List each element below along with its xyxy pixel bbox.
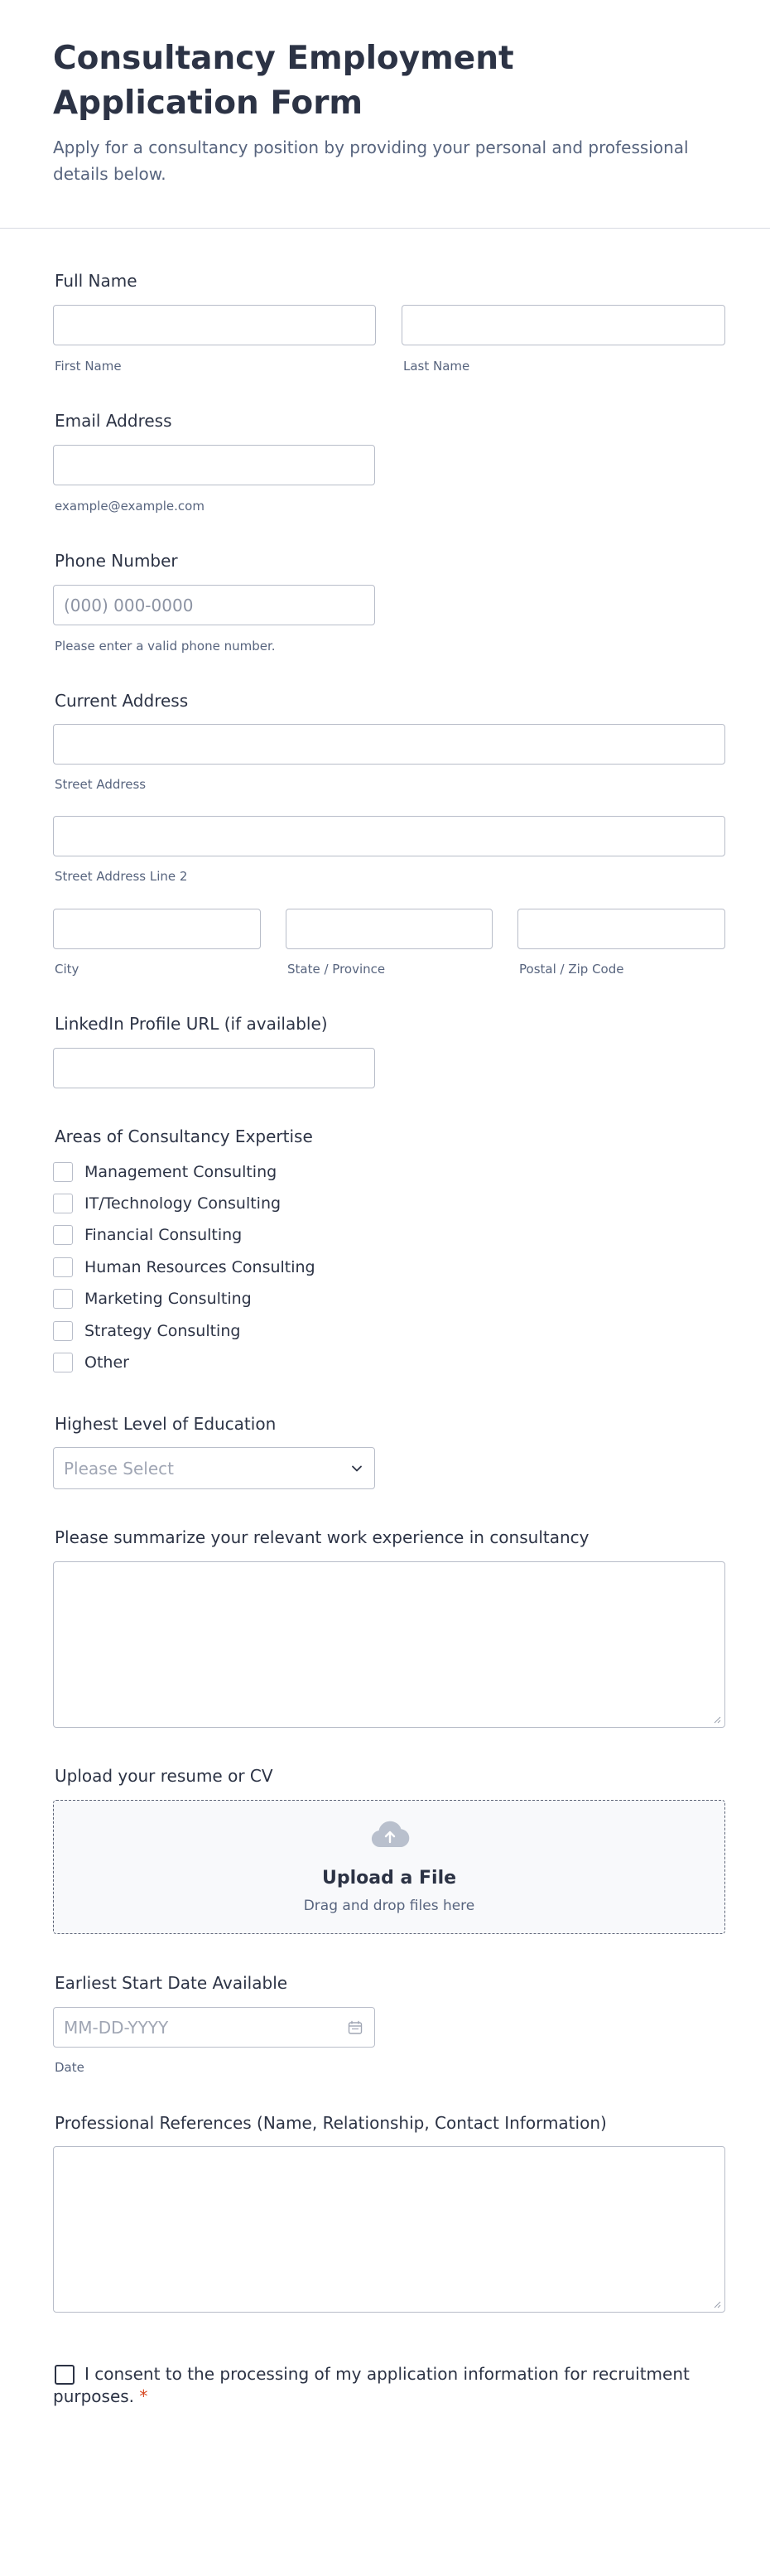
linkedin-input[interactable] [53,1048,375,1088]
file-upload-dropzone[interactable] [53,1800,725,1934]
consent-label [53,2363,699,2408]
email-sublabel: example@example.com [55,499,205,514]
street-address-line2-sublabel: Street Address Line 2 [55,869,188,884]
email-label: Email Address [55,411,172,431]
chevron-down-icon [351,1463,363,1474]
email-input[interactable] [53,445,375,485]
checkbox-label: Human Resources Consulting [84,1258,315,1276]
references-textarea[interactable] [53,2146,725,2313]
resize-grip-icon[interactable] [713,1715,721,1724]
start-date-placeholder: MM-DD-YYYY [64,2018,169,2038]
form-title: Consultancy Employment Application Form [53,40,514,122]
last-name-sublabel: Last Name [403,359,470,374]
checkbox[interactable] [53,1257,73,1277]
street-address-line2-input[interactable] [53,816,725,856]
checkbox[interactable] [53,1289,73,1309]
phone-placeholder: (000) 000-0000 [64,596,194,615]
city-input[interactable] [53,909,261,949]
checkbox[interactable] [53,1353,73,1372]
education-label: Highest Level of Education [55,1414,277,1434]
first-name-input[interactable] [53,305,376,345]
address-label: Current Address [55,691,189,711]
checkbox-label: Financial Consulting [84,1226,243,1244]
phone-sublabel: Please enter a valid phone number. [55,639,276,654]
linkedin-label: LinkedIn Profile URL (if available) [55,1014,328,1034]
start-date-label: Earliest Start Date Available [55,1973,288,1993]
start-date-sublabel: Date [55,2060,84,2075]
first-name-sublabel: First Name [55,359,122,374]
education-selected-value: Please Select [64,1459,174,1479]
form-header [0,0,770,229]
checkbox-label: IT/Technology Consulting [84,1194,282,1213]
checkbox-label: Marketing Consulting [84,1290,252,1308]
state-input[interactable] [286,909,493,949]
experience-textarea[interactable] [53,1561,725,1728]
calendar-icon[interactable] [348,2020,363,2035]
start-date-input[interactable] [53,2007,375,2048]
checkbox-label: Other [84,1353,129,1372]
checkbox[interactable] [53,1194,73,1213]
zip-sublabel: Postal / Zip Code [519,962,624,977]
checkbox-label: Strategy Consulting [84,1322,241,1340]
references-label: Professional References (Name, Relationship, Contact Information) [55,2113,607,2133]
resize-grip-icon[interactable] [713,2300,721,2308]
required-asterisk: * [139,2386,148,2406]
expertise-label: Areas of Consultancy Expertise [55,1126,313,1146]
city-sublabel: City [55,962,79,977]
phone-input[interactable] [53,585,375,625]
checkbox[interactable] [53,1225,73,1245]
education-select[interactable] [53,1447,375,1489]
zip-input[interactable] [517,909,725,949]
form-subtitle: Apply for a consultancy position by providing your personal and professional details below. [53,137,689,184]
full-name-label: Full Name [55,271,137,291]
upload-label: Upload your resume or CV [55,1766,273,1786]
street-address-sublabel: Street Address [55,777,147,792]
street-address-input[interactable] [53,724,725,765]
checkbox-label: Management Consulting [84,1163,277,1181]
cloud-upload-icon [370,1819,410,1849]
phone-label: Phone Number [55,551,178,571]
experience-label: Please summarize your relevant work experience in consultancy [55,1527,590,1547]
upload-title: Upload a File [321,1868,457,1889]
upload-hint: Drag and drop files here [303,1898,475,1914]
last-name-input[interactable] [402,305,725,345]
checkbox[interactable] [53,1321,73,1341]
checkbox[interactable] [53,1162,73,1182]
consent-text: I consent to the processing of my application information for recruitment purposes. [53,2364,690,2406]
state-sublabel: State / Province [287,962,386,977]
